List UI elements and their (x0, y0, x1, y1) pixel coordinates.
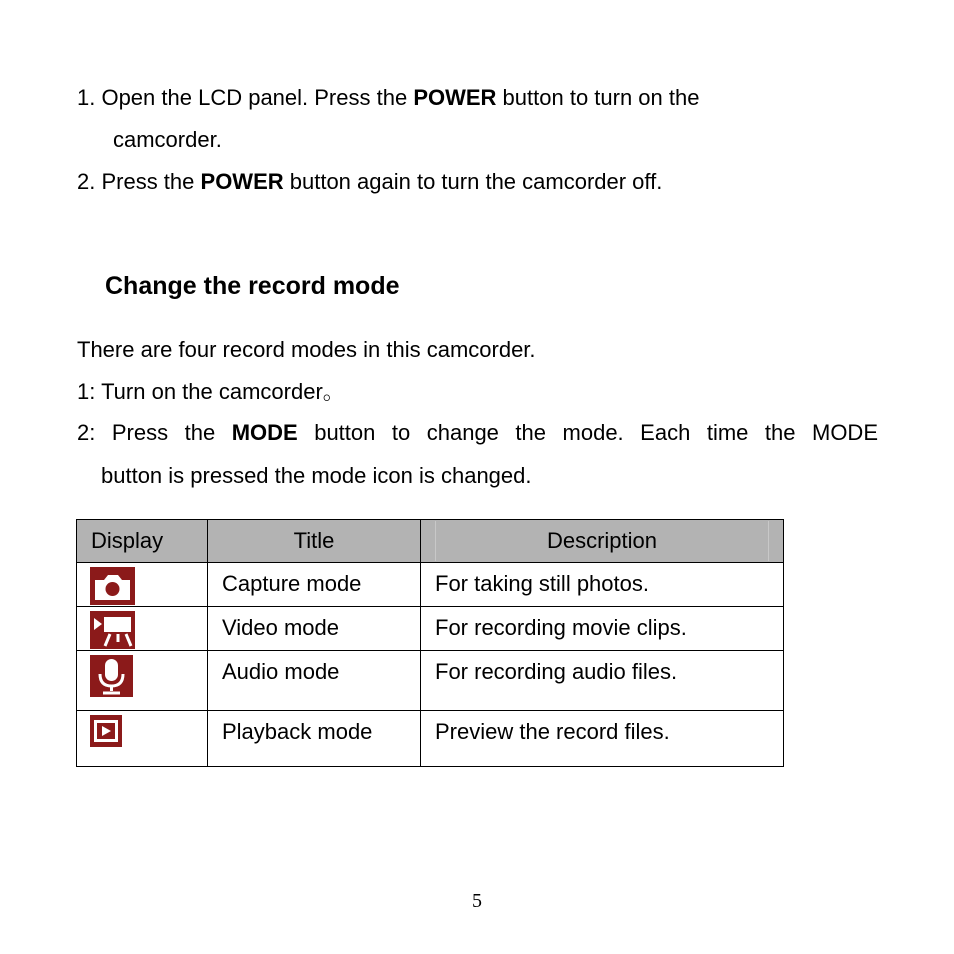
description-cell: For recording movie clips. (421, 607, 784, 651)
step-continuation: camcorder. (113, 127, 222, 152)
header-description (421, 520, 784, 563)
display-cell (77, 711, 208, 767)
intro-text: There are four record modes in this camcorder. (77, 337, 536, 362)
description-cell: Preview the record files. (421, 711, 784, 767)
step-text: 2. Press the (77, 169, 201, 194)
table-header-row (77, 520, 784, 563)
step-press-mode (77, 420, 878, 446)
playback-icon (90, 715, 122, 747)
step-turn-on: 1: Turn on the camcorder。 (77, 379, 345, 404)
title-cell: Capture mode (208, 563, 421, 607)
display-cell (77, 563, 208, 607)
table-row (77, 563, 784, 607)
table-row (77, 607, 784, 651)
step-power-off (77, 169, 662, 195)
step-text: 2: Press the (77, 420, 232, 445)
step-power-on (77, 85, 699, 111)
section-title: Change the record mode (105, 272, 400, 300)
video-camera-icon (90, 611, 135, 649)
step-text: button to change the mode. Each time the MODE (297, 420, 878, 445)
display-cell (77, 607, 208, 651)
step-text: button to turn on the (496, 85, 700, 110)
power-keyword: POWER (200, 169, 284, 194)
header-description-label: Description (435, 521, 769, 561)
record-modes-table (76, 519, 784, 767)
description-cell: For taking still photos. (421, 563, 784, 607)
display-cell (77, 651, 208, 711)
title-cell: Video mode (208, 607, 421, 651)
title-cell: Playback mode (208, 711, 421, 767)
mode-keyword: MODE (231, 420, 298, 445)
step-text: 1. Open the LCD panel. Press the (77, 85, 414, 110)
table-row (77, 711, 784, 767)
header-display: Display (77, 520, 208, 563)
microphone-icon (90, 655, 133, 697)
table-row (77, 651, 784, 711)
page-number: 5 (472, 890, 482, 912)
step-continuation: button is pressed the mode icon is changed. (101, 463, 532, 488)
title-cell: Audio mode (208, 651, 421, 711)
header-title: Title (208, 520, 421, 563)
step-text: button again to turn the camcorder off. (283, 169, 663, 194)
camera-icon (90, 567, 135, 605)
description-cell: For recording audio files. (421, 651, 784, 711)
power-keyword: POWER (413, 85, 497, 110)
